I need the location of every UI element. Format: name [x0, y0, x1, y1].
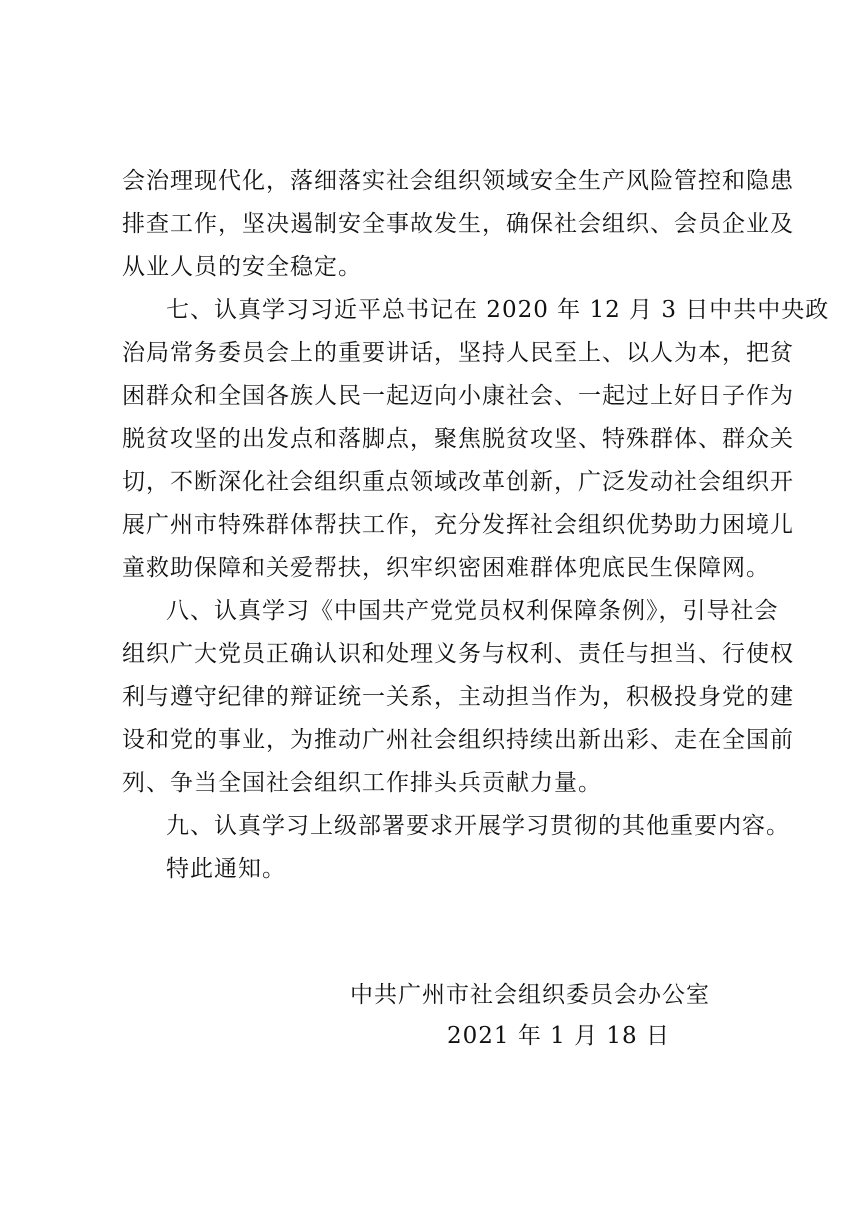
paragraph-line: 设和党的事业，为推动广州社会组织持续出新出彩、走在全国前	[122, 727, 794, 753]
signature-organization: 中共广州市社会组织委员会办公室	[350, 982, 710, 1008]
paragraph-line: 利与遵守纪律的辩证统一关系，主动担当作为，积极投身党的建	[122, 684, 794, 710]
paragraph-line: 七、认真学习习近平总书记在 2020 年 12 月 3 日中共中央政	[166, 297, 830, 323]
paragraph-line: 展广州市特殊群体帮扶工作，充分发挥社会组织优势助力困境儿	[122, 512, 794, 538]
paragraph-line: 童救助保障和关爱帮扶，织牢织密困难群体兜底民生保障网。	[122, 555, 770, 581]
paragraph-line: 困群众和全国各族人民一起迈向小康社会、一起过上好日子作为	[122, 383, 794, 409]
paragraph-line: 切，不断深化社会组织重点领域改革创新，广泛发动社会组织开	[122, 469, 794, 495]
paragraph-line: 组织广大党员正确认识和处理义务与权利、责任与担当、行使权	[122, 641, 794, 667]
signature-date: 2021 年 1 月 18 日	[447, 1023, 670, 1049]
paragraph-line: 八、认真学习《中国共产党党员权利保障条例》，引导社会	[166, 598, 779, 624]
paragraph-line: 脱贫攻坚的出发点和落脚点，聚焦脱贫攻坚、特殊群体、群众关	[122, 426, 794, 452]
paragraph-line: 从业人员的安全稳定。	[122, 254, 362, 280]
paragraph-line: 列、争当全国社会组织工作排头兵贡献力量。	[122, 770, 602, 796]
paragraph-line: 治局常务委员会上的重要讲话，坚持人民至上、以人为本，把贫	[122, 340, 794, 366]
paragraph-line: 会治理现代化，落细落实社会组织领域安全生产风险管控和隐患	[122, 168, 794, 194]
paragraph-line: 九、认真学习上级部署要求开展学习贯彻的其他重要内容。	[166, 813, 790, 839]
paragraph-line: 排查工作，坚决遏制安全事故发生，确保社会组织、会员企业及	[122, 211, 794, 237]
closing-line: 特此通知。	[166, 856, 286, 882]
